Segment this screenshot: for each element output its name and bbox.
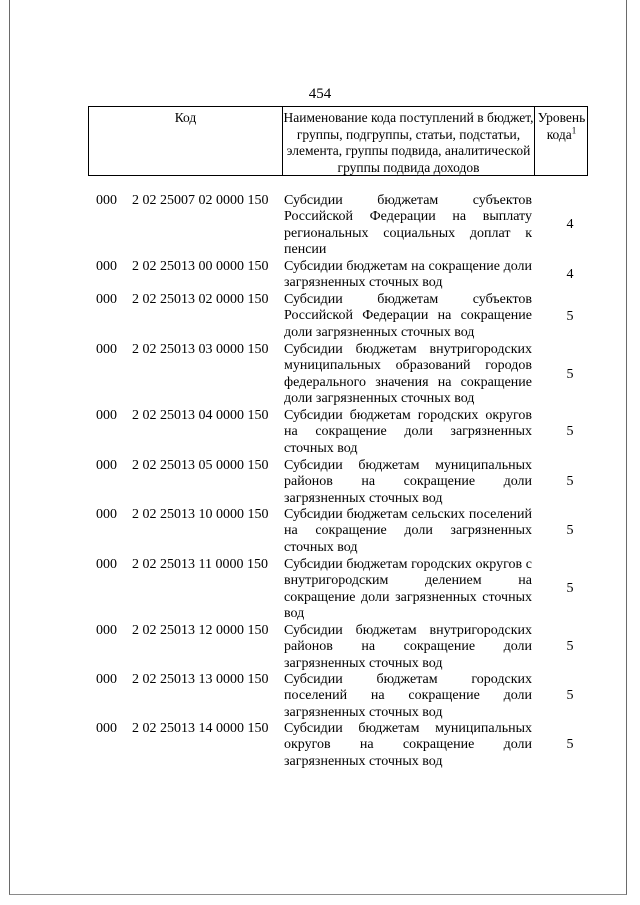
row-admin-code: 000: [96, 408, 117, 423]
row-name: Субсидии бюджетам сельских поселений на сокращение доли загрязненных сточных вод: [284, 507, 532, 555]
row-name: Субсидии бюджетам городских поселений на сокращение доли загрязненных сточных вод: [284, 672, 532, 720]
row-name: Субсидии бюджетам на сокращение доли загрязненных сточных вод: [284, 259, 532, 291]
header-level-label: Уровень кода: [537, 110, 586, 142]
row-code: 2 02 25013 00 0000 150: [132, 259, 269, 274]
row-level: 5: [566, 523, 574, 538]
row-name: Субсидии бюджетам субъектов Российской Федерации на сокращение доли загрязненных сточных вод: [284, 292, 532, 340]
row-name: Субсидии бюджетам внутригородских районов на сокращение доли загрязненных сточных вод: [284, 623, 532, 671]
row-name: Субсидии бюджетам городских округов на сокращение доли загрязненных сточных вод: [284, 408, 532, 456]
row-code: 2 02 25013 12 0000 150: [132, 623, 269, 638]
row-name: Субсидии бюджетам внутригородских муниципальных образований городов федерального значения на сокращение доли загрязненных сточных вод: [284, 342, 532, 406]
row-code: 2 02 25013 14 0000 150: [132, 721, 269, 736]
header-level: [535, 107, 588, 175]
row-admin-code: 000: [96, 507, 117, 522]
row-level: 5: [566, 474, 574, 489]
row-admin-code: 000: [96, 672, 117, 687]
table-header: [88, 106, 588, 176]
header-code: Код: [174, 110, 197, 125]
row-name: Субсидии бюджетам муниципальных районов на сокращение доли загрязненных сточных вод: [284, 458, 532, 506]
row-admin-code: 000: [96, 557, 117, 572]
row-level: 5: [566, 367, 574, 382]
row-level: 5: [566, 581, 574, 596]
row-level: 5: [566, 639, 574, 654]
header-name: Наименование кода поступлений в бюджет, группы, подгруппы, статьи, подстатьи, элемента, группы подвида, аналитической группы подвида доходов: [282, 107, 535, 175]
row-name: Субсидии бюджетам субъектов Российской Федерации на выплату региональных социальных доплат к пенсии: [284, 193, 532, 257]
row-level: 4: [566, 217, 574, 232]
row-level: 5: [566, 688, 574, 703]
row-admin-code: 000: [96, 458, 117, 473]
row-name: Субсидии бюджетам городских округов с внутригородским делением на сокращение доли загрязненных сточных вод: [284, 557, 532, 621]
row-code: 2 02 25007 02 0000 150: [132, 193, 269, 208]
row-code: 2 02 25013 03 0000 150: [132, 342, 269, 357]
row-code: 2 02 25013 02 0000 150: [132, 292, 269, 307]
row-code: 2 02 25013 04 0000 150: [132, 408, 269, 423]
row-code: 2 02 25013 13 0000 150: [132, 672, 269, 687]
page-number: 454: [308, 86, 332, 102]
row-admin-code: 000: [96, 292, 117, 307]
header-level-footnote: 1: [571, 125, 577, 135]
row-name: Субсидии бюджетам муниципальных округов на сокращение доли загрязненных сточных вод: [284, 721, 532, 769]
row-level: 5: [566, 309, 574, 324]
row-admin-code: 000: [96, 721, 117, 736]
row-admin-code: 000: [96, 623, 117, 638]
row-code: 2 02 25013 11 0000 150: [132, 557, 268, 572]
row-admin-code: 000: [96, 259, 117, 274]
row-level: 5: [566, 424, 574, 439]
row-admin-code: 000: [96, 342, 117, 357]
row-level: 4: [566, 267, 574, 282]
row-code: 2 02 25013 05 0000 150: [132, 458, 269, 473]
row-code: 2 02 25013 10 0000 150: [132, 507, 269, 522]
row-admin-code: 000: [96, 193, 117, 208]
row-level: 5: [566, 737, 574, 752]
